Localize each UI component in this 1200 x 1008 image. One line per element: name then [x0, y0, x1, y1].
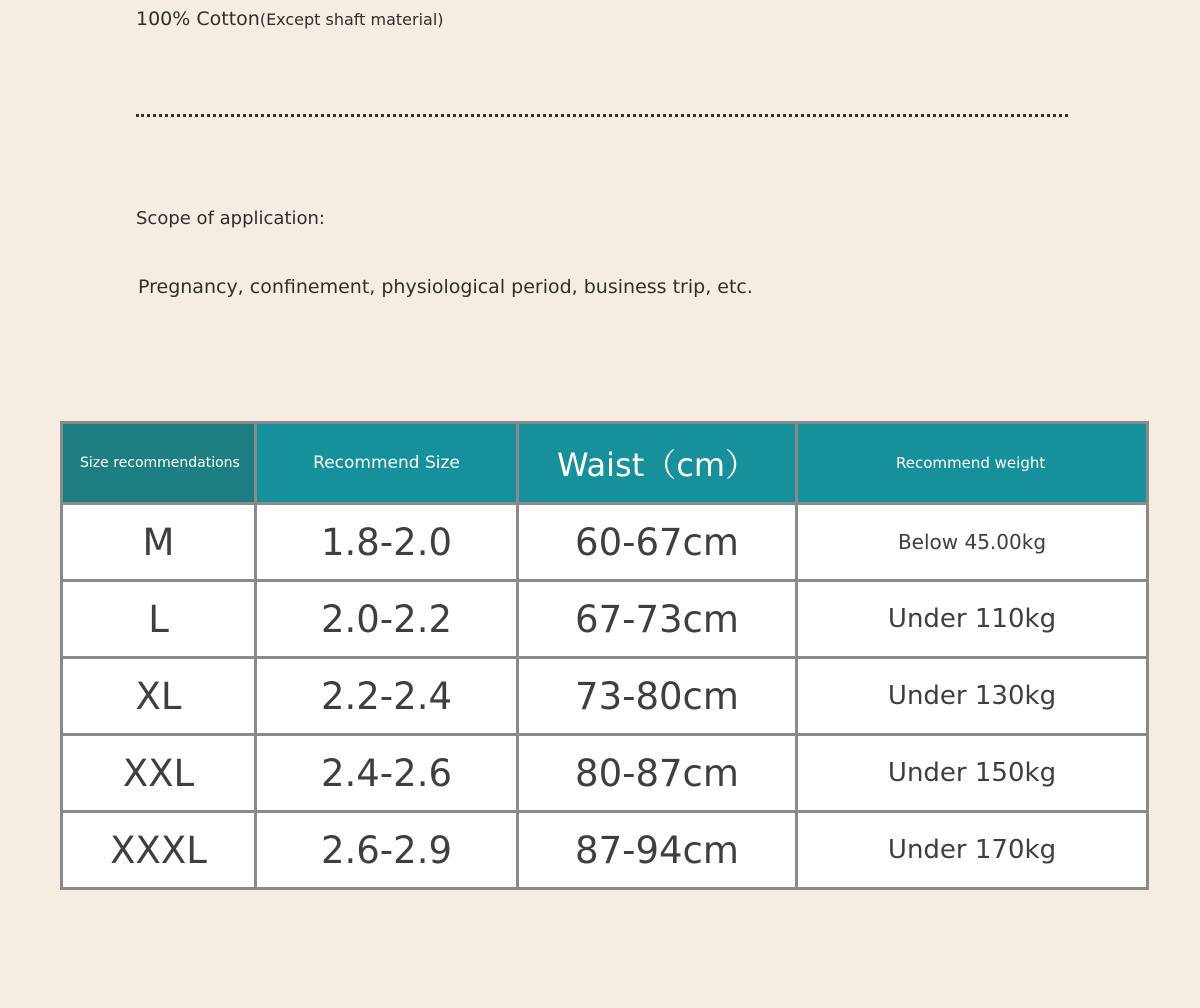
cell-recommend-size: 2.4-2.6 — [256, 735, 518, 812]
table-row — [62, 658, 1148, 735]
material-line — [136, 8, 444, 30]
header-recommend-weight: Recommend weight — [797, 423, 1148, 504]
header-size-recommendations: Size recommendations — [62, 423, 256, 504]
cell-waist: 60-67cm — [518, 504, 797, 581]
header-recommend-size: Recommend Size — [256, 423, 518, 504]
table-row — [62, 812, 1148, 889]
cell-recommend-size: 2.0-2.2 — [256, 581, 518, 658]
cell-recommend-size: 2.2-2.4 — [256, 658, 518, 735]
cell-size: XXXL — [62, 812, 256, 889]
size-table — [60, 421, 1149, 890]
cell-size: XXL — [62, 735, 256, 812]
dotted-divider — [136, 114, 1068, 117]
table-row — [62, 504, 1148, 581]
cell-waist: 73-80cm — [518, 658, 797, 735]
material-note: (Except shaft material) — [259, 10, 444, 29]
cell-recommend-size: 1.8-2.0 — [256, 504, 518, 581]
header-waist: Waist（cm） — [518, 423, 797, 504]
cell-waist: 87-94cm — [518, 812, 797, 889]
table-row — [62, 735, 1148, 812]
scope-text: Pregnancy, confinement, physiological period, business trip, etc. — [138, 276, 753, 298]
cell-weight: Under 170kg — [797, 812, 1148, 889]
cell-weight: Under 130kg — [797, 658, 1148, 735]
cell-size: L — [62, 581, 256, 658]
cell-weight: Under 110kg — [797, 581, 1148, 658]
table-header-row — [62, 423, 1148, 504]
cell-weight: Below 45.00kg — [797, 504, 1148, 581]
cell-size: M — [62, 504, 256, 581]
cell-weight: Under 150kg — [797, 735, 1148, 812]
cell-recommend-size: 2.6-2.9 — [256, 812, 518, 889]
scope-label: Scope of application: — [136, 208, 325, 229]
table-row — [62, 581, 1148, 658]
cell-waist: 80-87cm — [518, 735, 797, 812]
cell-waist: 67-73cm — [518, 581, 797, 658]
material-main: 100% Cotton — [136, 8, 260, 30]
cell-size: XL — [62, 658, 256, 735]
